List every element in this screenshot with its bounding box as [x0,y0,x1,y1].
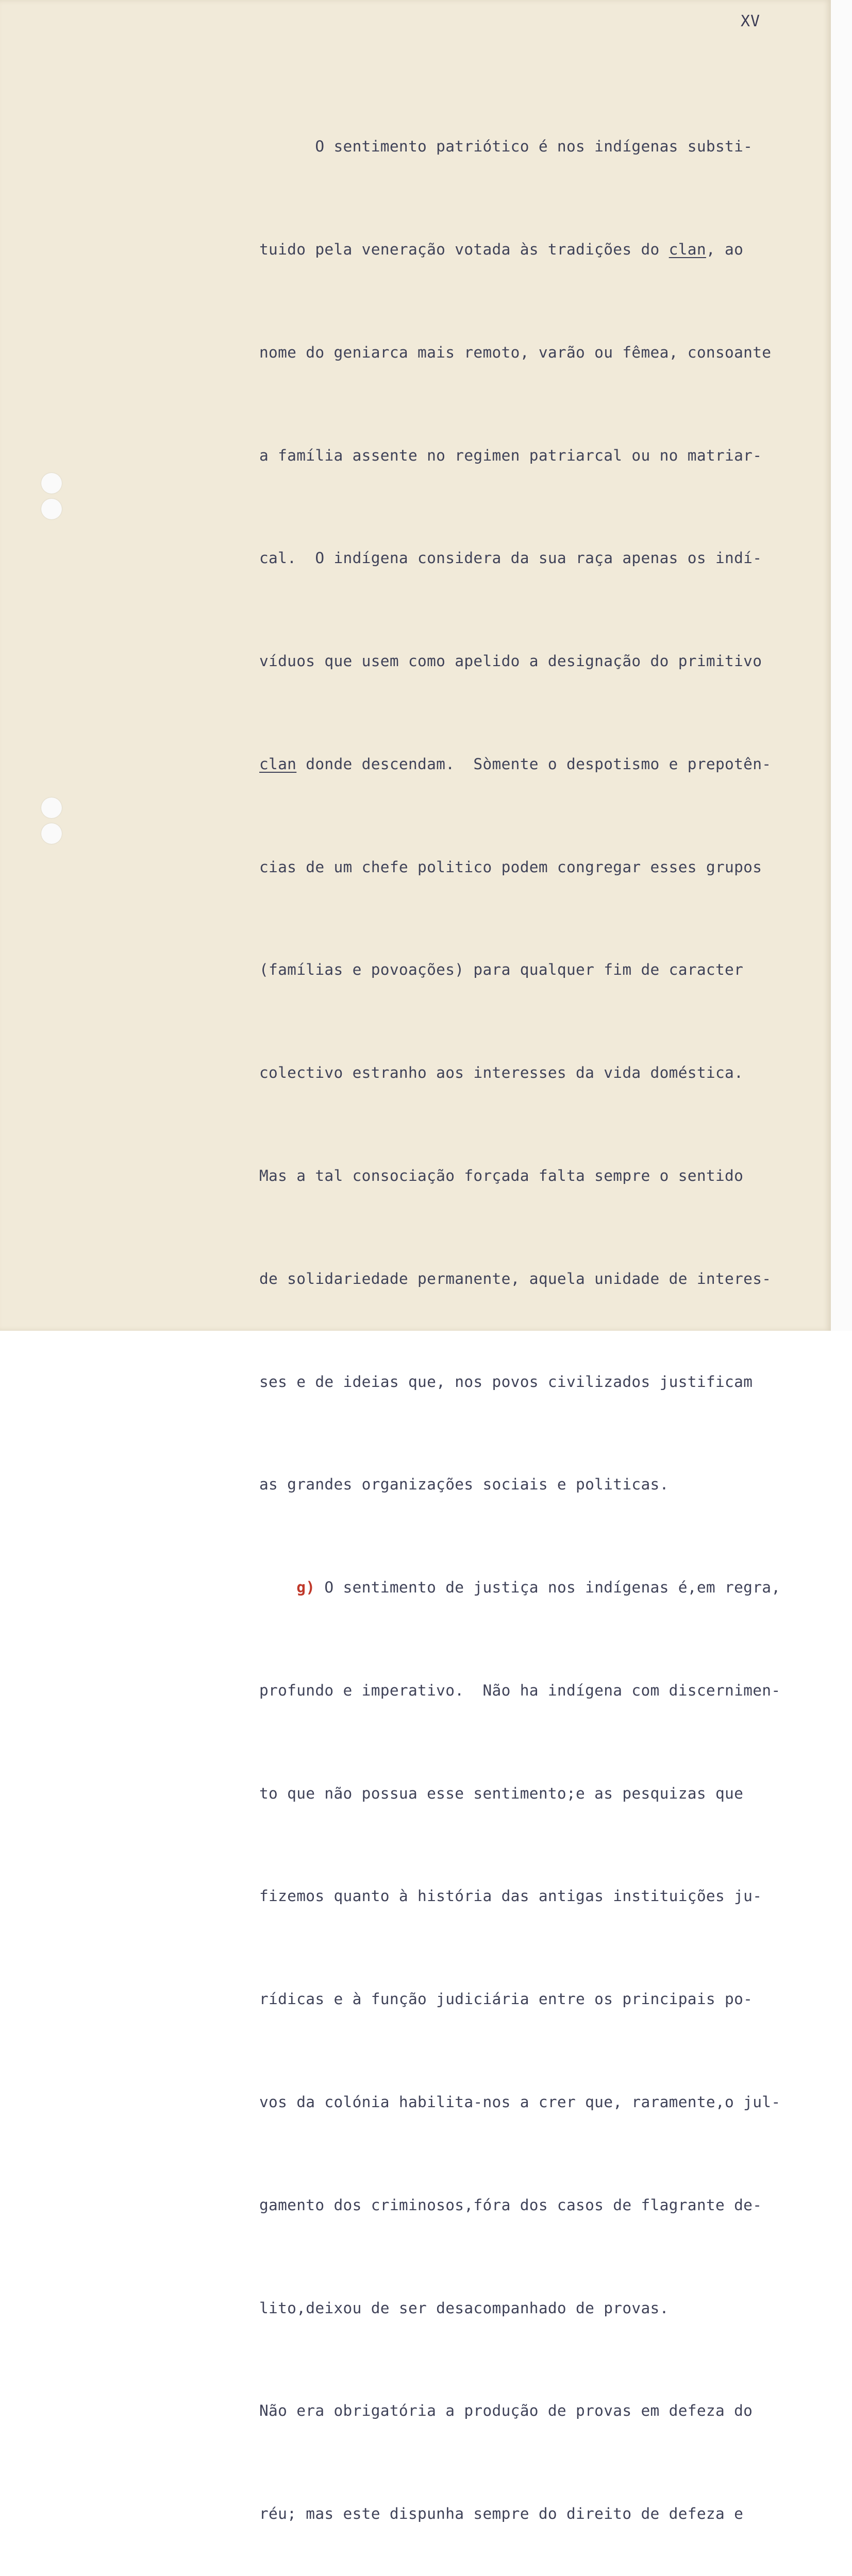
text-line: colectivo estranho aos interesses da vida doméstica. [259,1064,744,1082]
text-line: lito,deixou de ser desacompanhado de provas. [259,2299,669,2317]
text-line: cal. O indígena considera da sua raça apenas os indí- [259,549,762,567]
text-line: Não era obrigatória a produção de provas em defeza do [259,2402,753,2420]
text-line: tuido pela veneração votada às tradições do clan, ao [259,240,744,258]
text-line: rídicas e à função judiciária entre os principais po- [259,1990,753,2008]
punch-hole [41,798,62,818]
text-line: O sentimento patriótico é nos indígenas substi- [259,138,753,156]
section-marker: g) [296,1579,315,1597]
text-line: a família assente no regimen patriarcal ou no matriar- [259,446,762,464]
underlined-term: clan [669,240,706,258]
text-line: clan donde descendam. Sòmente o despotismo e prepotên- [259,755,772,773]
text-line: víduos que usem como apelido a designação do primitivo [259,652,762,670]
text-line: (famílias e povoações) para qualquer fim de caracter [259,961,744,979]
underlined-term: clan [259,755,297,773]
text-line: nome do geniarca mais remoto, varão ou fêmea, consoante [259,343,772,361]
text-line: to que não possua esse sentimento;e as pesquizas que [259,1784,744,1802]
punch-hole [41,473,62,494]
text-line: vos da colónia habilita-nos a crer que, raramente,o jul- [259,2093,781,2111]
text-line: fizemos quanto à história das antigas instituições ju- [259,1887,762,1905]
text-line: de solidariedade permanente, aquela unidade de interes- [259,1269,772,1287]
page-edge [831,0,852,1331]
punch-hole [41,499,62,519]
text-line: ses e de ideias que, nos povos civilizados justificam [259,1372,753,1391]
text-line: réu; mas este dispunha sempre do direito de defeza e [259,2505,744,2523]
punch-hole [41,823,62,844]
text-line: g) O sentimento de justiça nos indígenas é,em regra, [296,1579,781,1597]
text-line: Mas a tal consociação forçada falta sempre o sentido [259,1167,744,1184]
text-line: gamento dos criminosos,fóra dos casos de flagrante de- [259,2196,762,2214]
text-line: profundo e imperativo. Não ha indígena com discernimen- [259,1681,781,1699]
text-line: cias de um chefe politico podem congregar esses grupos [259,858,762,876]
text-line: as grandes organizações sociais e politicas. [259,1476,669,1494]
page-number: XV [741,12,761,30]
body-text [259,61,826,2576]
